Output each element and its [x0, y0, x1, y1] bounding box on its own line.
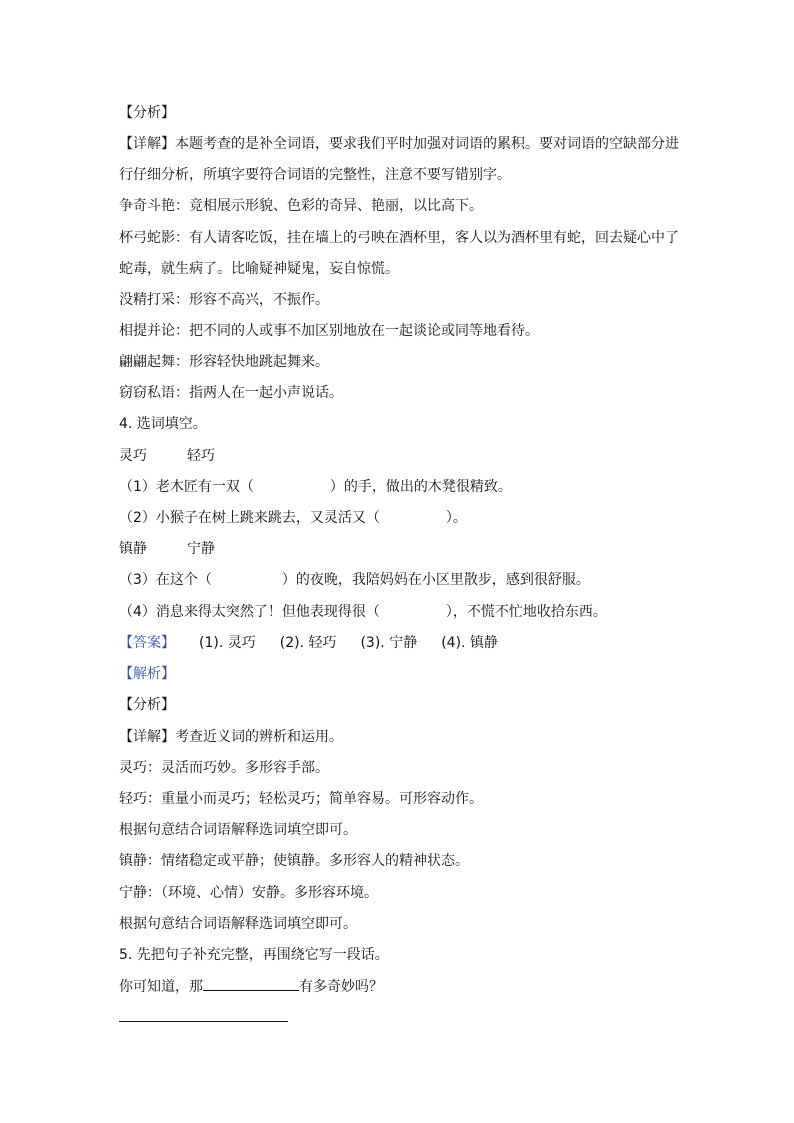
analysis-label: 【分析】 [119, 105, 175, 121]
explanation-line: 宁静：（环境、心情）安静。多形容环境。 [119, 885, 378, 901]
word-option: 灵巧 [119, 448, 147, 464]
definition-line: 争奇斗艳：竞相展示形貌、色彩的奇异、艳丽，以比高下。 [119, 198, 483, 214]
sentence-3: （3）在这个（ ）的夜晚，我陪妈妈在小区里散步，感到很舒服。 [119, 572, 590, 588]
word-option: 宁静 [187, 541, 215, 557]
question-4-title: 4. 选词填空。 [119, 416, 207, 432]
answer-item: (1). 灵巧 [199, 635, 256, 651]
writing-line[interactable] [119, 1021, 288, 1022]
definition-line: 相提并论：把不同的人或事不加区别地放在一起谈论或同等地看待。 [119, 323, 539, 339]
definition-line: 没精打采：形容不高兴，不振作。 [119, 292, 329, 308]
definition-line: 蛇毒，就生病了。比喻疑神疑鬼，妄自惊慌。 [119, 261, 399, 277]
answer-item: (4). 镇静 [441, 635, 498, 651]
word-option: 镇静 [119, 541, 147, 557]
explanation-line: 轻巧：重量小而灵巧；轻松灵巧；简单容易。可形容动作。 [119, 791, 483, 807]
sentence-2: （2）小猴子在树上跳来跳去，又灵活又（ ）。 [119, 510, 467, 526]
definition-line: 翩翩起舞：形容轻快地跳起舞来。 [119, 354, 329, 370]
definition-line: 杯弓蛇影：有人请客吃饭，挂在墙上的弓映在酒杯里，客人以为酒杯里有蛇，回去疑心中了 [119, 230, 679, 246]
answer-line [119, 633, 679, 653]
explanation-line: 根据句意结合词语解释选词填空即可。 [119, 822, 357, 838]
explanation-line: 根据句意结合词语解释选词填空即可。 [119, 916, 357, 932]
answer-label: 【答案】 [119, 635, 175, 651]
answer-item: (2). 轻巧 [279, 635, 337, 651]
sentence-1: （1）老木匠有一双（ ）的手，做出的木凳很精致。 [119, 479, 512, 495]
detail-line-1: 【详解】本题考查的是补全词语，要求我们平时加强对词语的累积。要对词语的空缺部分进 [119, 136, 679, 152]
explanation-line: 镇静：情绪稳定或平静；使镇静。多形容人的精神状态。 [119, 853, 469, 869]
detail-line-2: 行仔细分析，所填字要符合词语的完整性，注意不要写错别字。 [119, 167, 511, 183]
parse-label: 【解析】 [119, 666, 175, 682]
fill-in-sentence: 你可知道，那 有多奇妙吗？ [119, 976, 679, 997]
analysis-label: 【分析】 [119, 697, 175, 713]
definition-line: 窃窃私语：指两人在一起小声说话。 [119, 385, 343, 401]
sentence-4: （4）消息来得太突然了！但他表现得很（ ），不慌不忙地收拾东西。 [119, 604, 607, 620]
word-pair-2 [119, 539, 679, 559]
answer-blank[interactable] [203, 976, 299, 991]
detail-line: 【详解】考查近义词的辨析和运用。 [119, 729, 343, 745]
answer-item: (3). 宁静 [360, 635, 418, 651]
word-option: 轻巧 [187, 448, 215, 464]
explanation-line: 灵巧：灵活而巧妙。多形容手部。 [119, 760, 329, 776]
question-5-title: 5. 先把句子补充完整，再围绕它写一段话。 [119, 947, 389, 963]
word-pair-1 [119, 446, 679, 466]
